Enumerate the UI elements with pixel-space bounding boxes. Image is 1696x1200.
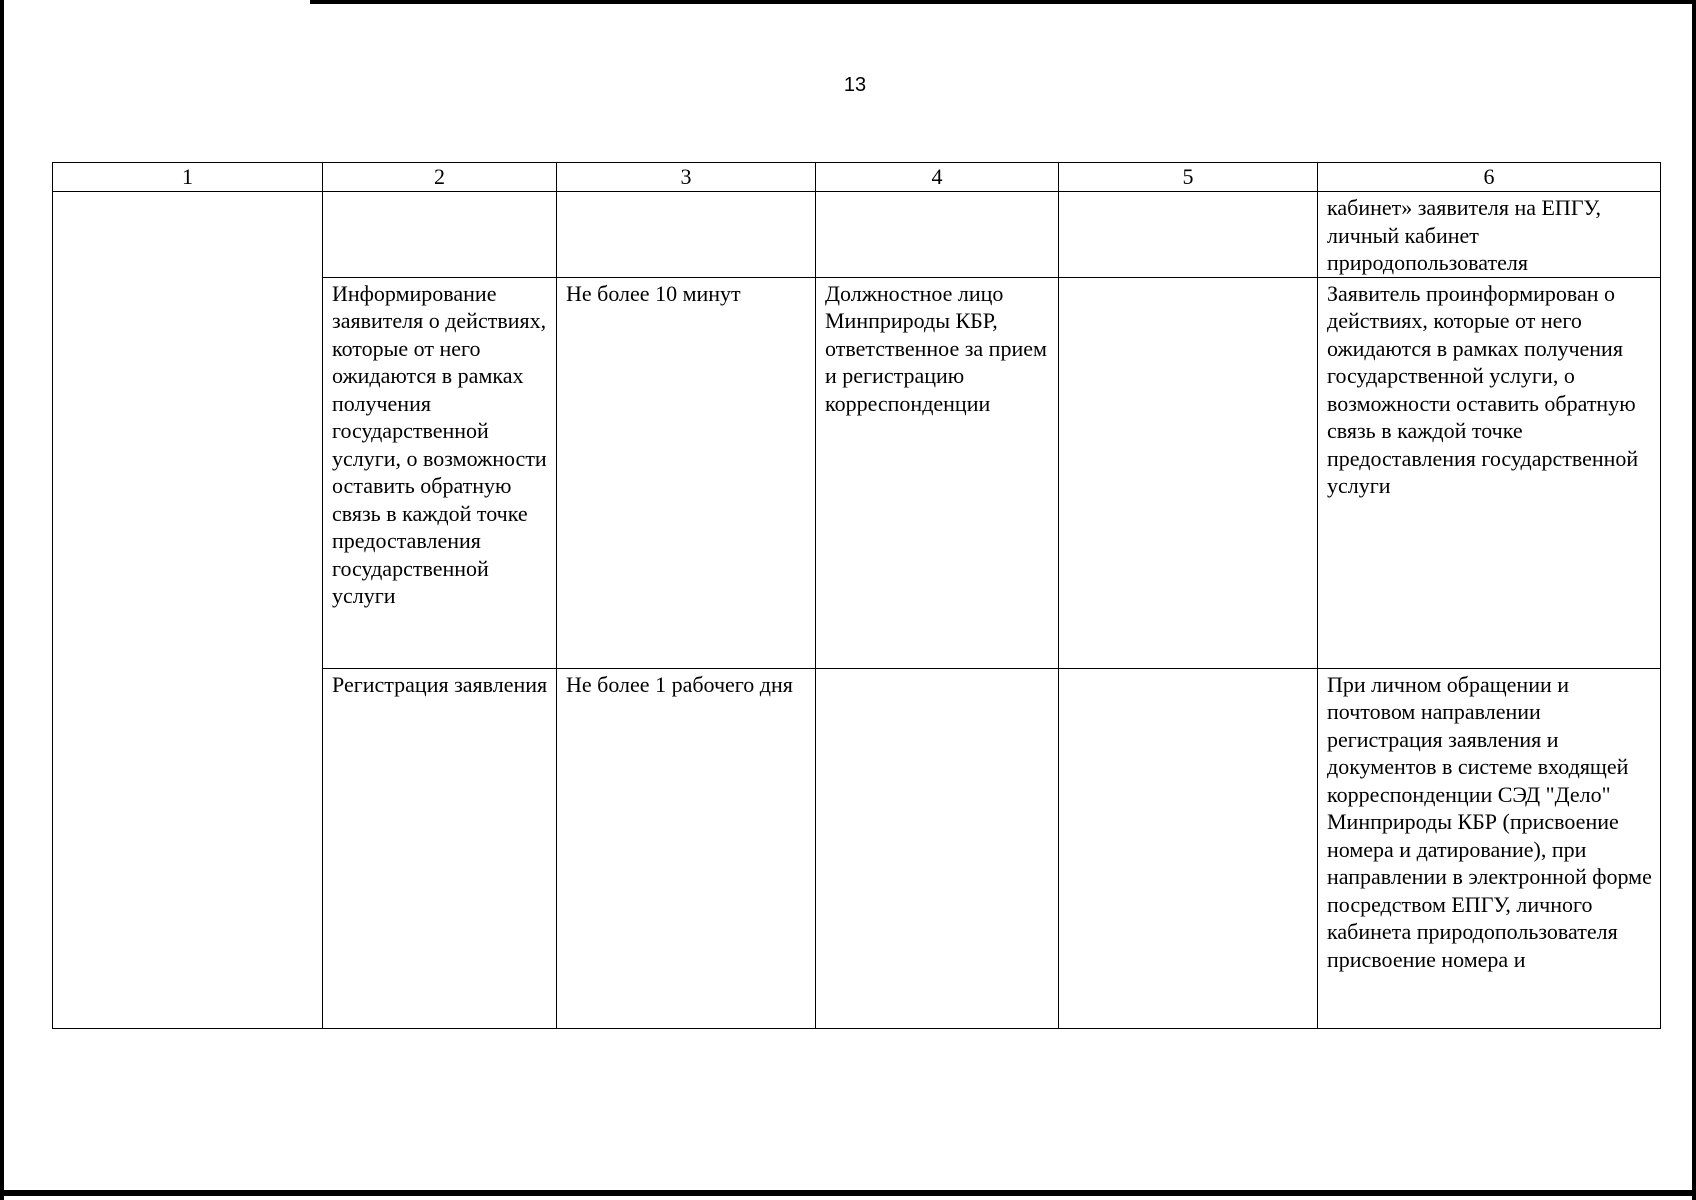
page-border-top — [310, 0, 1696, 4]
header-cell-2: 2 — [323, 163, 557, 192]
table-cell-col5 — [1059, 668, 1318, 1028]
table-cell-col4 — [816, 192, 1059, 278]
header-cell-4: 4 — [816, 163, 1059, 192]
table-cell-col2 — [323, 192, 557, 278]
header-cell-6: 6 — [1318, 163, 1661, 192]
page-border-right — [1692, 0, 1696, 1200]
table-cell-col5 — [1059, 192, 1318, 278]
table-cell-col4 — [816, 668, 1059, 1028]
page-border-bottom — [0, 1190, 1696, 1196]
table-cell-col5 — [1059, 277, 1318, 668]
table-cell-col6: При личном обращении и почтовом направлении регистрация заявления и документов в системе входящей корреспонденции СЭД "Дело" Минприроды КБР (присвоение номера и датирование), при направлении в электронной форме посредством ЕПГУ, личного кабинета природопользователя присвоение номера и — [1318, 668, 1661, 1028]
table-cell-col6: кабинет» заявителя на ЕПГУ, личный кабинет природопользователя — [1318, 192, 1661, 278]
page-border-left — [0, 0, 4, 1200]
table-cell-col2: Регистрация заявления — [323, 668, 557, 1028]
header-cell-3: 3 — [557, 163, 816, 192]
table-cell-col3 — [557, 192, 816, 278]
page-number: 13 — [843, 74, 867, 96]
table-cell-col1-empty — [53, 192, 323, 1029]
table-cell-col2: Информирование заявителя о действиях, которые от него ожидаются в рамках получения государственной услуги, о возможности оставить обратную связь в каждой точке предоставления государственной услуги — [323, 277, 557, 668]
table-cell-col3: Не более 10 минут — [557, 277, 816, 668]
table-cell-col4: Должностное лицо Минприроды КБР, ответственное за прием и регистрацию корреспонденции — [816, 277, 1059, 668]
table-row — [53, 192, 1661, 278]
table-cell-col3: Не более 1 рабочего дня — [557, 668, 816, 1028]
table-cell-col6: Заявитель проинформирован о действиях, которые от него ожидаются в рамках получения государственной услуги, о возможности оставить обратную связь в каждой точке предоставления государственной услуги — [1318, 277, 1661, 668]
procedure-table — [52, 162, 1661, 1029]
header-cell-5: 5 — [1059, 163, 1318, 192]
table-header-row — [53, 163, 1661, 192]
header-cell-1: 1 — [53, 163, 323, 192]
